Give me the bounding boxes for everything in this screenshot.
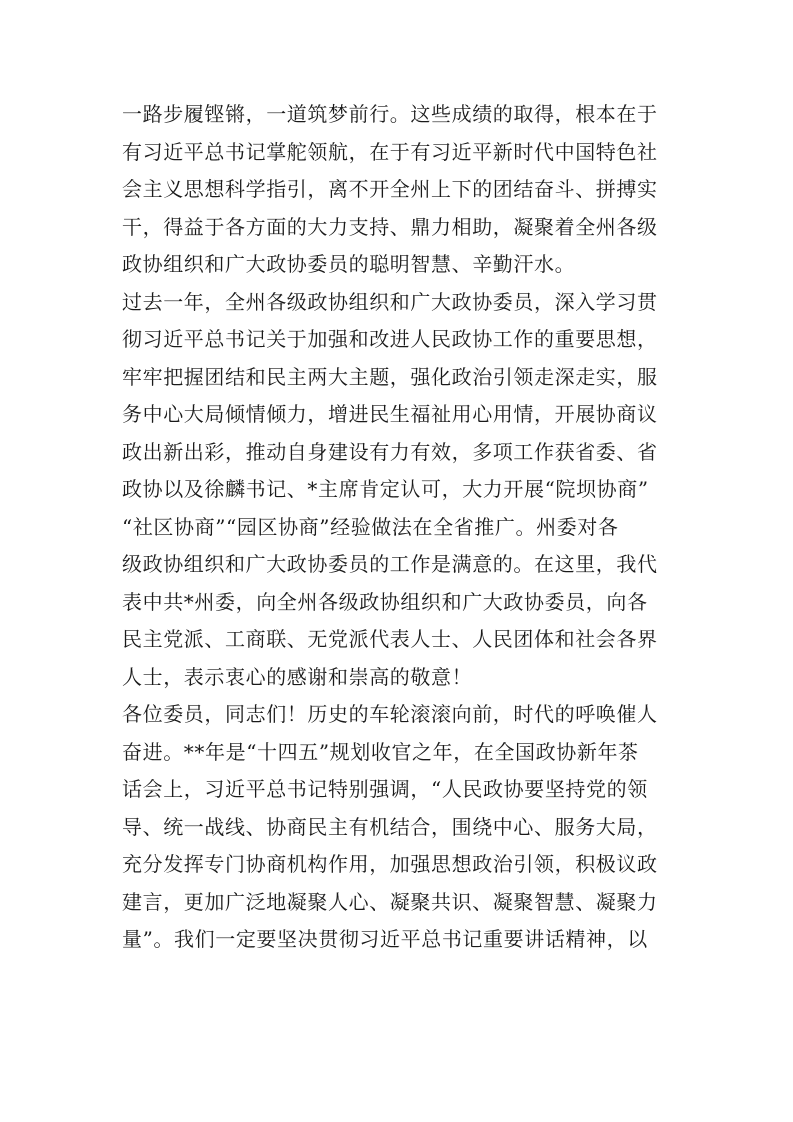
text-line: 各位委员，同志们！历史的车轮滚滚向前，时代的呼唤催人: [122, 702, 658, 726]
text-line: 人士，表示衷心的感谢和崇高的敬意！: [122, 664, 473, 689]
text-line: 过去一年，全州各级政协组织和广大政协委员，深入学习贯: [122, 289, 658, 314]
text-line: 话会上，习近平总书记特别强调，“人民政协要坚持党的领: [122, 777, 648, 801]
text-line: 牢牢把握团结和民主两大主题，强化政治引领走深走实，服: [122, 364, 658, 389]
text-line: 表中共*州委，向全州各级政协组织和广大政协委员，向各: [122, 589, 648, 614]
text-line: “社区协商”“园区协商”经验做法在全省推广。州委对各: [122, 514, 619, 539]
text-line: 务中心大局倾情倾力，增进民生福祉用心用情，开展协商议: [122, 402, 658, 426]
text-line: 有习近平总书记掌舵领航，在于有习近平新时代中国特色社: [122, 139, 658, 164]
text-line: 政出新出彩，推动自身建设有力有效，多项工作获省委、省: [122, 439, 658, 464]
text-line: 干，得益于各方面的大力支持、鼎力相助，凝聚着全州各级: [122, 214, 658, 239]
text-line: 充分发挥专门协商机构作用，加强思想政治引领，积极议政: [122, 852, 658, 876]
text-line: 政协组织和广大政协委员的聪明智慧、辛勤汗水。: [122, 252, 576, 276]
text-line: 级政协组织和广大政协委员的工作是满意的。在这里，我代: [122, 552, 658, 576]
text-line: 彻习近平总书记关于加强和改进人民政协工作的重要思想，: [122, 327, 658, 351]
document-body: [122, 96, 672, 959]
text-line: 一路步履铿锵，一道筑梦前行。这些成绩的取得，根本在于: [122, 102, 658, 126]
text-line: 量”。我们一定要坚决贯彻习近平总书记重要讲话精神，以: [122, 927, 648, 951]
text-line: 导、统一战线、协商民主有机结合，围绕中心、服务大局，: [122, 814, 658, 839]
text-line: 建言，更加广泛地凝聚人心、凝聚共识、凝聚智慧、凝聚力: [122, 889, 658, 914]
text-line: 奋进。**年是“十四五”规划收官之年，在全国政协新年茶: [122, 739, 639, 764]
text-line: 政协以及徐麟书记、*主席肯定认可，大力开展“院坝协商”: [122, 477, 649, 501]
text-line: 民主党派、工商联、无党派代表人士、人民团体和社会各界: [122, 627, 658, 651]
text-line: 会主义思想科学指引，离不开全州上下的团结奋斗、拼搏实: [122, 177, 658, 201]
